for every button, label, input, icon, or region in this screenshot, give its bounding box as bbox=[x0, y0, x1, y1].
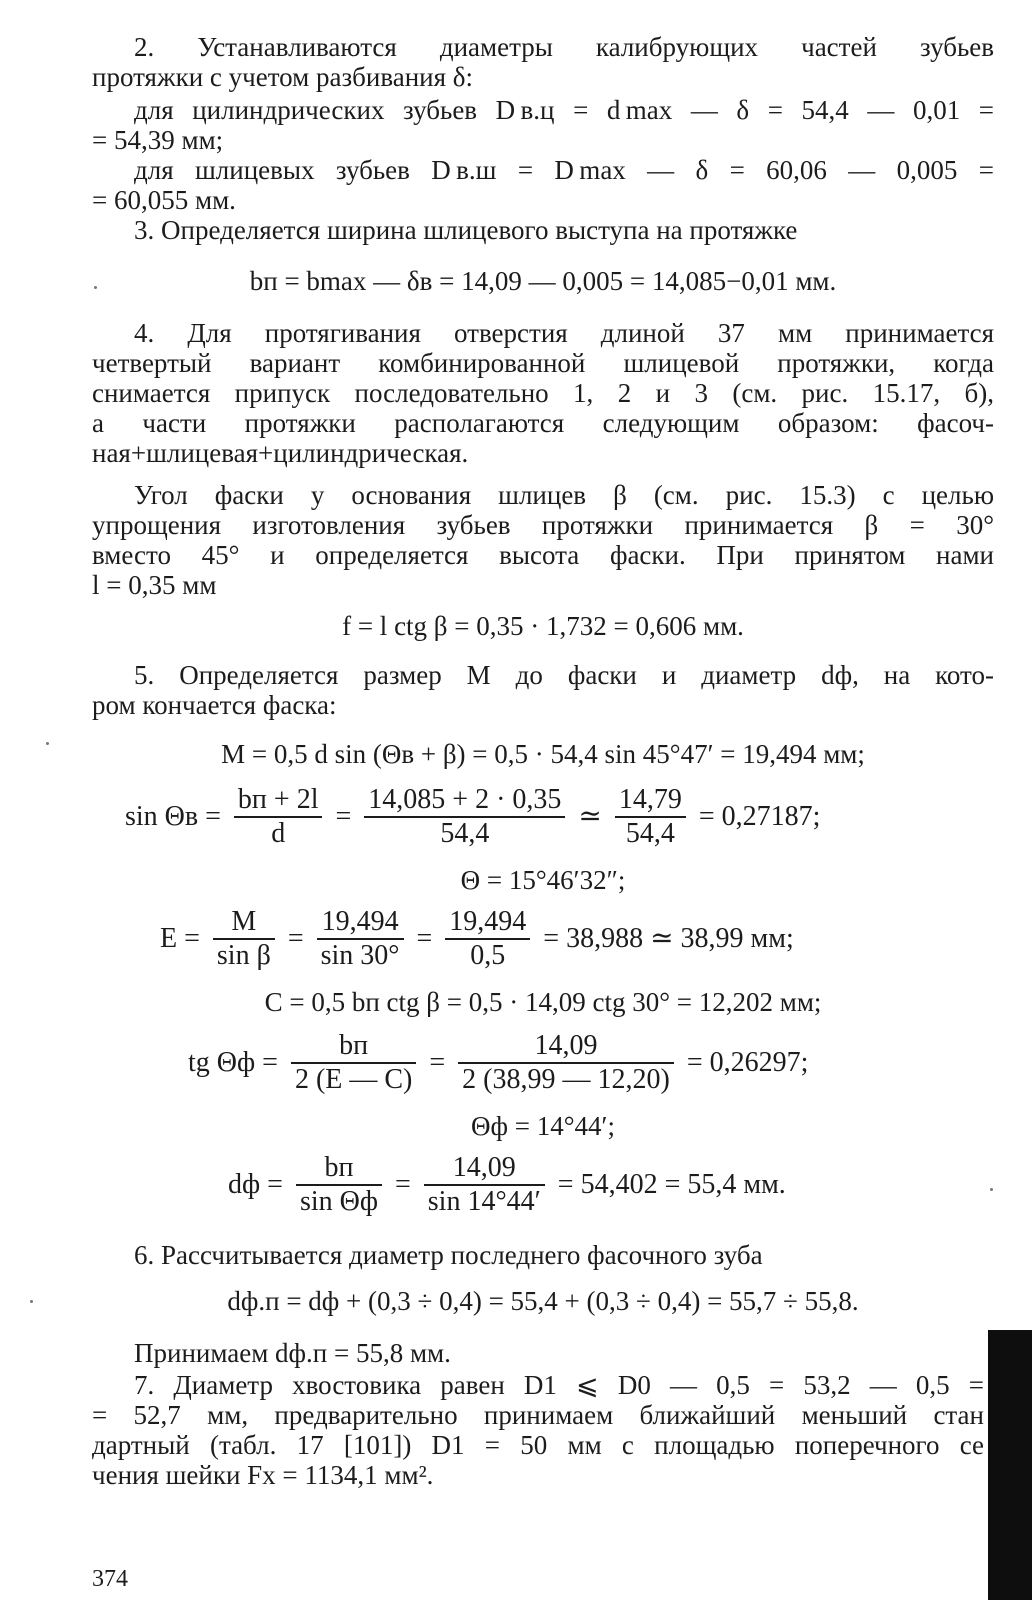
fraction-denominator: 0,5 bbox=[470, 940, 506, 971]
sin-fraction-2 bbox=[364, 784, 565, 850]
equals-sign: = bbox=[429, 1047, 446, 1078]
item-3-line: 3. Определяется ширина шлицевого выступа на протяжке bbox=[134, 215, 798, 245]
equals-sign: = bbox=[287, 923, 304, 954]
formula-sin-theta bbox=[125, 784, 820, 850]
fraction-denominator: sin 14°44′ bbox=[427, 1186, 541, 1217]
e-fraction-2 bbox=[317, 906, 404, 972]
fraction-denominator: 2 (E — C) bbox=[294, 1064, 413, 1095]
item-4-line-5: ная+шлицевая+цилиндрическая. bbox=[92, 438, 469, 468]
formula-theta-value: Θ = 15°46′32″; bbox=[460, 865, 626, 895]
item-4-line-1: 4. Для протягивания отверстия длиной 37 мм принимается bbox=[134, 318, 994, 348]
formula-m-size: M = 0,5 d sin (Θв + β) = 0,5 · 54,4 sin 45°47′ = 19,494 мм; bbox=[221, 739, 865, 769]
fraction-numerator: bп bbox=[291, 1030, 416, 1064]
item-7-line-4: чения шейки Fx = 1134,1 мм². bbox=[92, 1460, 434, 1490]
formula-c: C = 0,5 bп ctg β = 0,5 · 14,09 ctg 30° = 12,202 мм; bbox=[264, 987, 822, 1017]
formula-tg-theta bbox=[188, 1030, 808, 1096]
formula-chamfer-height: f = l ctg β = 0,35 · 1,732 = 0,606 мм. bbox=[342, 611, 744, 641]
fraction-numerator: 14,09 bbox=[458, 1030, 674, 1064]
scan-speck bbox=[30, 1300, 33, 1303]
page-number: 374 bbox=[92, 1566, 128, 1592]
equals-sign: = bbox=[416, 923, 433, 954]
item-5-line-1: 5. Определяется размер M до фаски и диаметр dф, на кото- bbox=[134, 660, 994, 690]
chamfer-paragraph-line-1: Угол фаски у основания шлицев β (см. рис. 15.3) с целью bbox=[134, 480, 994, 510]
formula-spline-diameter: для шлицевых зубьев D в.ш = D max — δ = 60,06 — 0,005 = bbox=[134, 155, 994, 185]
item-4-line-2: четвертый вариант комбинированной шлицевой протяжки, когда bbox=[92, 348, 994, 378]
formula-cylindrical-result: = 54,39 мм; bbox=[92, 125, 224, 155]
tg-lhs: tg Θф = bbox=[188, 1047, 278, 1078]
sin-result: = 0,27187; bbox=[698, 801, 821, 832]
item-2-line-2: протяжки с учетом разбивания δ: bbox=[92, 62, 473, 92]
scan-speck bbox=[46, 742, 49, 745]
d-fraction-1 bbox=[296, 1152, 382, 1218]
fraction-denominator: sin Θф bbox=[299, 1186, 378, 1217]
equals-sign: = bbox=[394, 1169, 411, 1200]
equals-sign: = bbox=[335, 801, 352, 832]
fraction-denominator: sin 30° bbox=[320, 940, 400, 971]
sin-fraction-3 bbox=[615, 784, 686, 850]
fraction-denominator: sin β bbox=[216, 940, 271, 971]
item-6-line: 6. Рассчитывается диаметр последнего фасочного зуба bbox=[134, 1240, 763, 1270]
chamfer-paragraph-line-3: вместо 45° и определяется высота фаски. При принятом нами bbox=[92, 540, 994, 570]
chamfer-paragraph-line-2: упрощения изготовления зубьев протяжки принимается β = 30° bbox=[92, 510, 994, 540]
fraction-numerator: 19,494 bbox=[317, 906, 404, 940]
fraction-numerator: bп bbox=[296, 1152, 382, 1186]
fraction-denominator: 54,4 bbox=[440, 818, 490, 849]
formula-cylindrical-diameter: для цилиндрических зубьев D в.ц = d max — δ = 54,4 — 0,01 = bbox=[134, 95, 994, 125]
formula-e bbox=[160, 906, 794, 972]
item-5-line-2: ром кончается фаска: bbox=[92, 690, 337, 720]
scan-speck bbox=[990, 1188, 993, 1191]
fraction-numerator: 14,79 bbox=[615, 784, 686, 818]
approx-sign: ≃ bbox=[578, 801, 602, 832]
d-result: = 54,402 = 55,4 мм. bbox=[557, 1169, 786, 1200]
tg-fraction-1 bbox=[291, 1030, 416, 1096]
fraction-numerator: 14,09 bbox=[424, 1152, 545, 1186]
fraction-numerator: bп + 2l bbox=[234, 784, 323, 818]
chamfer-paragraph-line-4: l = 0,35 мм bbox=[92, 570, 217, 600]
item-4-line-4: а части протяжки располагаются следующим образом: фасоч- bbox=[92, 408, 994, 438]
e-fraction-3 bbox=[445, 906, 530, 972]
item-7-line-2: = 52,7 мм, предварительно принимаем ближайший меньший стан bbox=[92, 1400, 984, 1430]
formula-d-f bbox=[228, 1152, 786, 1218]
formula-spline-result: = 60,055 мм. bbox=[92, 185, 236, 215]
tg-result: = 0,26297; bbox=[686, 1047, 809, 1078]
e-lhs: E = bbox=[160, 923, 200, 954]
accepted-value-line: Принимаем dф.п = 55,8 мм. bbox=[134, 1338, 451, 1368]
scan-edge-shadow bbox=[988, 1330, 1032, 1600]
formula-spline-width: bп = bmax — δв = 14,09 — 0,005 = 14,085−0,01 мм. bbox=[249, 266, 837, 296]
e-result: = 38,988 ≃ 38,99 мм; bbox=[543, 923, 794, 954]
fraction-denominator: 2 (38,99 — 12,20) bbox=[462, 1064, 670, 1095]
fraction-denominator: 54,4 bbox=[625, 818, 675, 849]
formula-last-chamfer-tooth: dф.п = dф + (0,3 ÷ 0,4) = 55,4 + (0,3 ÷ 0,4) = 55,7 ÷ 55,8. bbox=[227, 1286, 859, 1316]
sin-fraction-1 bbox=[234, 784, 323, 850]
item-7-line-3: дартный (табл. 17 [101]) D1 = 50 мм с площадью поперечного се bbox=[92, 1430, 984, 1460]
tg-fraction-2 bbox=[458, 1030, 674, 1096]
formula-theta-f-value: Θф = 14°44′; bbox=[471, 1111, 615, 1141]
e-fraction-1 bbox=[213, 906, 275, 972]
d-lhs: dф = bbox=[228, 1169, 283, 1200]
item-7-line-1: 7. Диаметр хвостовика равен D1 ⩽ D0 — 0,5 = 53,2 — 0,5 = bbox=[134, 1370, 984, 1400]
d-fraction-2 bbox=[424, 1152, 545, 1218]
item-2-line-1: 2. Устанавливаются диаметры калибрующих частей зубьев bbox=[134, 32, 994, 62]
fraction-denominator: d bbox=[271, 818, 286, 849]
fraction-numerator: 19,494 bbox=[445, 906, 530, 940]
scan-speck bbox=[94, 286, 97, 289]
sin-lhs: sin Θв = bbox=[125, 801, 221, 832]
fraction-numerator: M bbox=[213, 906, 275, 940]
fraction-numerator: 14,085 + 2 · 0,35 bbox=[364, 784, 565, 818]
item-4-line-3: снимается припуск последовательно 1, 2 и 3 (см. рис. 15.17, б), bbox=[92, 378, 994, 408]
